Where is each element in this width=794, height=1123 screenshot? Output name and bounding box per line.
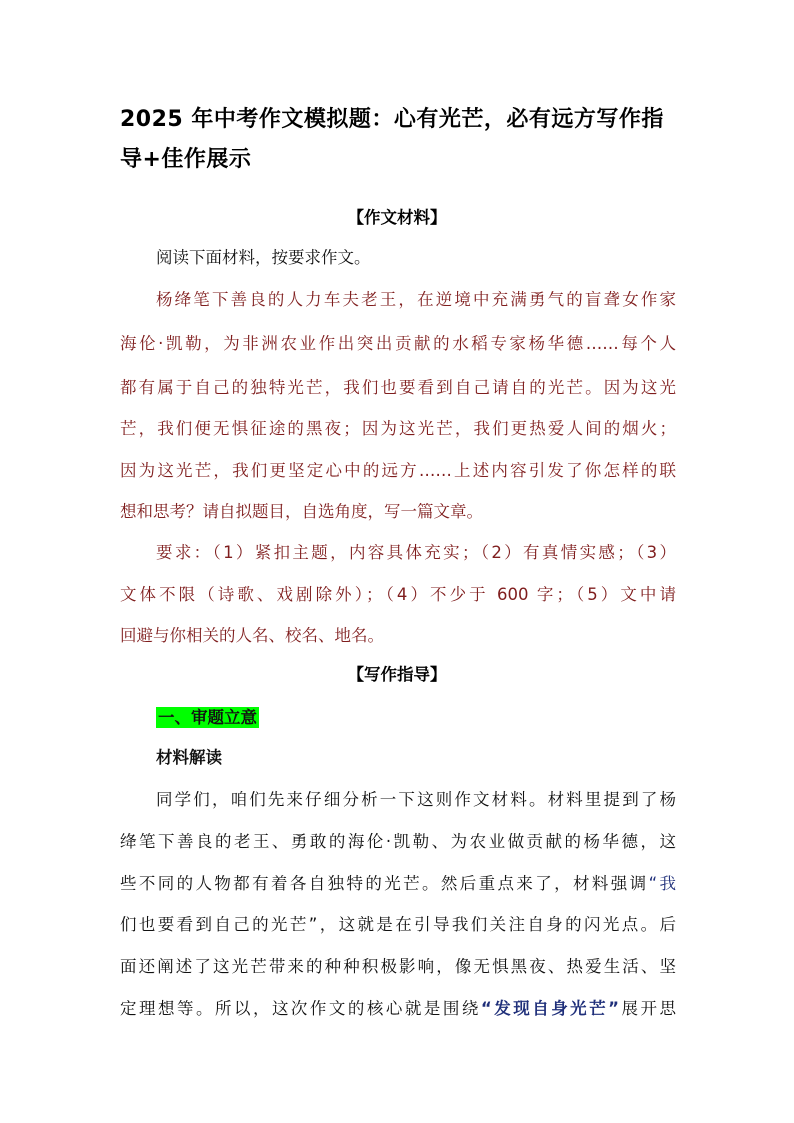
analysis-line: [120, 870, 676, 894]
analysis-line: 面还阐述了这光芒带来的种种积极影响，像无惧黑夜、热爱生活、坚: [120, 957, 676, 976]
analysis-line: 们也要看到自己的光芒”，这就是在引导我们关注自身的闪光点。后: [120, 915, 676, 934]
material-line: 杨绛笔下善良的人力车夫老王，在逆境中充满勇气的盲聋女作家: [156, 290, 676, 309]
section-heading-material: 【作文材料】: [347, 208, 447, 227]
title-line-1: 2025 年中考作文模拟题：心有光芒，必有远方写作指: [120, 107, 664, 132]
quote-open: “我: [648, 874, 676, 893]
sub-sub-heading: 材料解读: [156, 748, 222, 767]
section-heading-guidance: 【写作指导】: [347, 665, 447, 684]
intro-paragraph: 阅读下面材料，按要求作文。: [156, 248, 371, 267]
material-line: 芒，我们便无惧征途的黑夜；因为这光芒，我们更热爱人间的烟火；: [120, 419, 676, 438]
analysis-line: [120, 995, 676, 1019]
analysis-line: 同学们，咱们先来仔细分析一下这则作文材料。材料里提到了杨: [156, 790, 676, 809]
analysis-text: 些不同的人物都有着各自独特的光芒。然后重点来了，材料强调: [120, 874, 649, 893]
material-line: 因为这光芒，我们更坚定心中的远方……上述内容引发了你怎样的联: [120, 461, 676, 480]
material-line: 都有属于自己的独特光芒，我们也要看到自己请自的光芒。因为这光: [120, 378, 676, 397]
requirement-line: 文体不限（诗歌、戏剧除外）；（4）不少于 600 字；（5）文中请: [120, 585, 676, 604]
material-line: 想和思考？请自拟题目，自选角度，写一篇文章。: [120, 502, 483, 521]
sub-heading-highlight: [156, 704, 259, 728]
sub-heading: 一、审题立意: [158, 708, 257, 727]
requirement-line: 要求：（1）紧扣主题，内容具体充实；（2）有真情实感；（3）: [156, 543, 676, 562]
requirement-line: 回避与你相关的人名、校名、地名。: [120, 626, 384, 645]
title-line-2: 导+佳作展示: [120, 147, 252, 172]
material-line: 海伦·凯勒，为非洲农业作出突出贡献的水稻专家杨华德……每个人: [120, 334, 676, 353]
key-phrase: “发现自身光芒”: [480, 999, 620, 1018]
analysis-line: 绛笔下善良的老王、勇敢的海伦·凯勒、为农业做贡献的杨华德，这: [120, 832, 676, 851]
line-end: 展开思: [619, 999, 676, 1018]
page-title: [120, 100, 680, 180]
analysis-text: 定理想等。所以，这次作文的核心就是围绕: [120, 999, 481, 1018]
